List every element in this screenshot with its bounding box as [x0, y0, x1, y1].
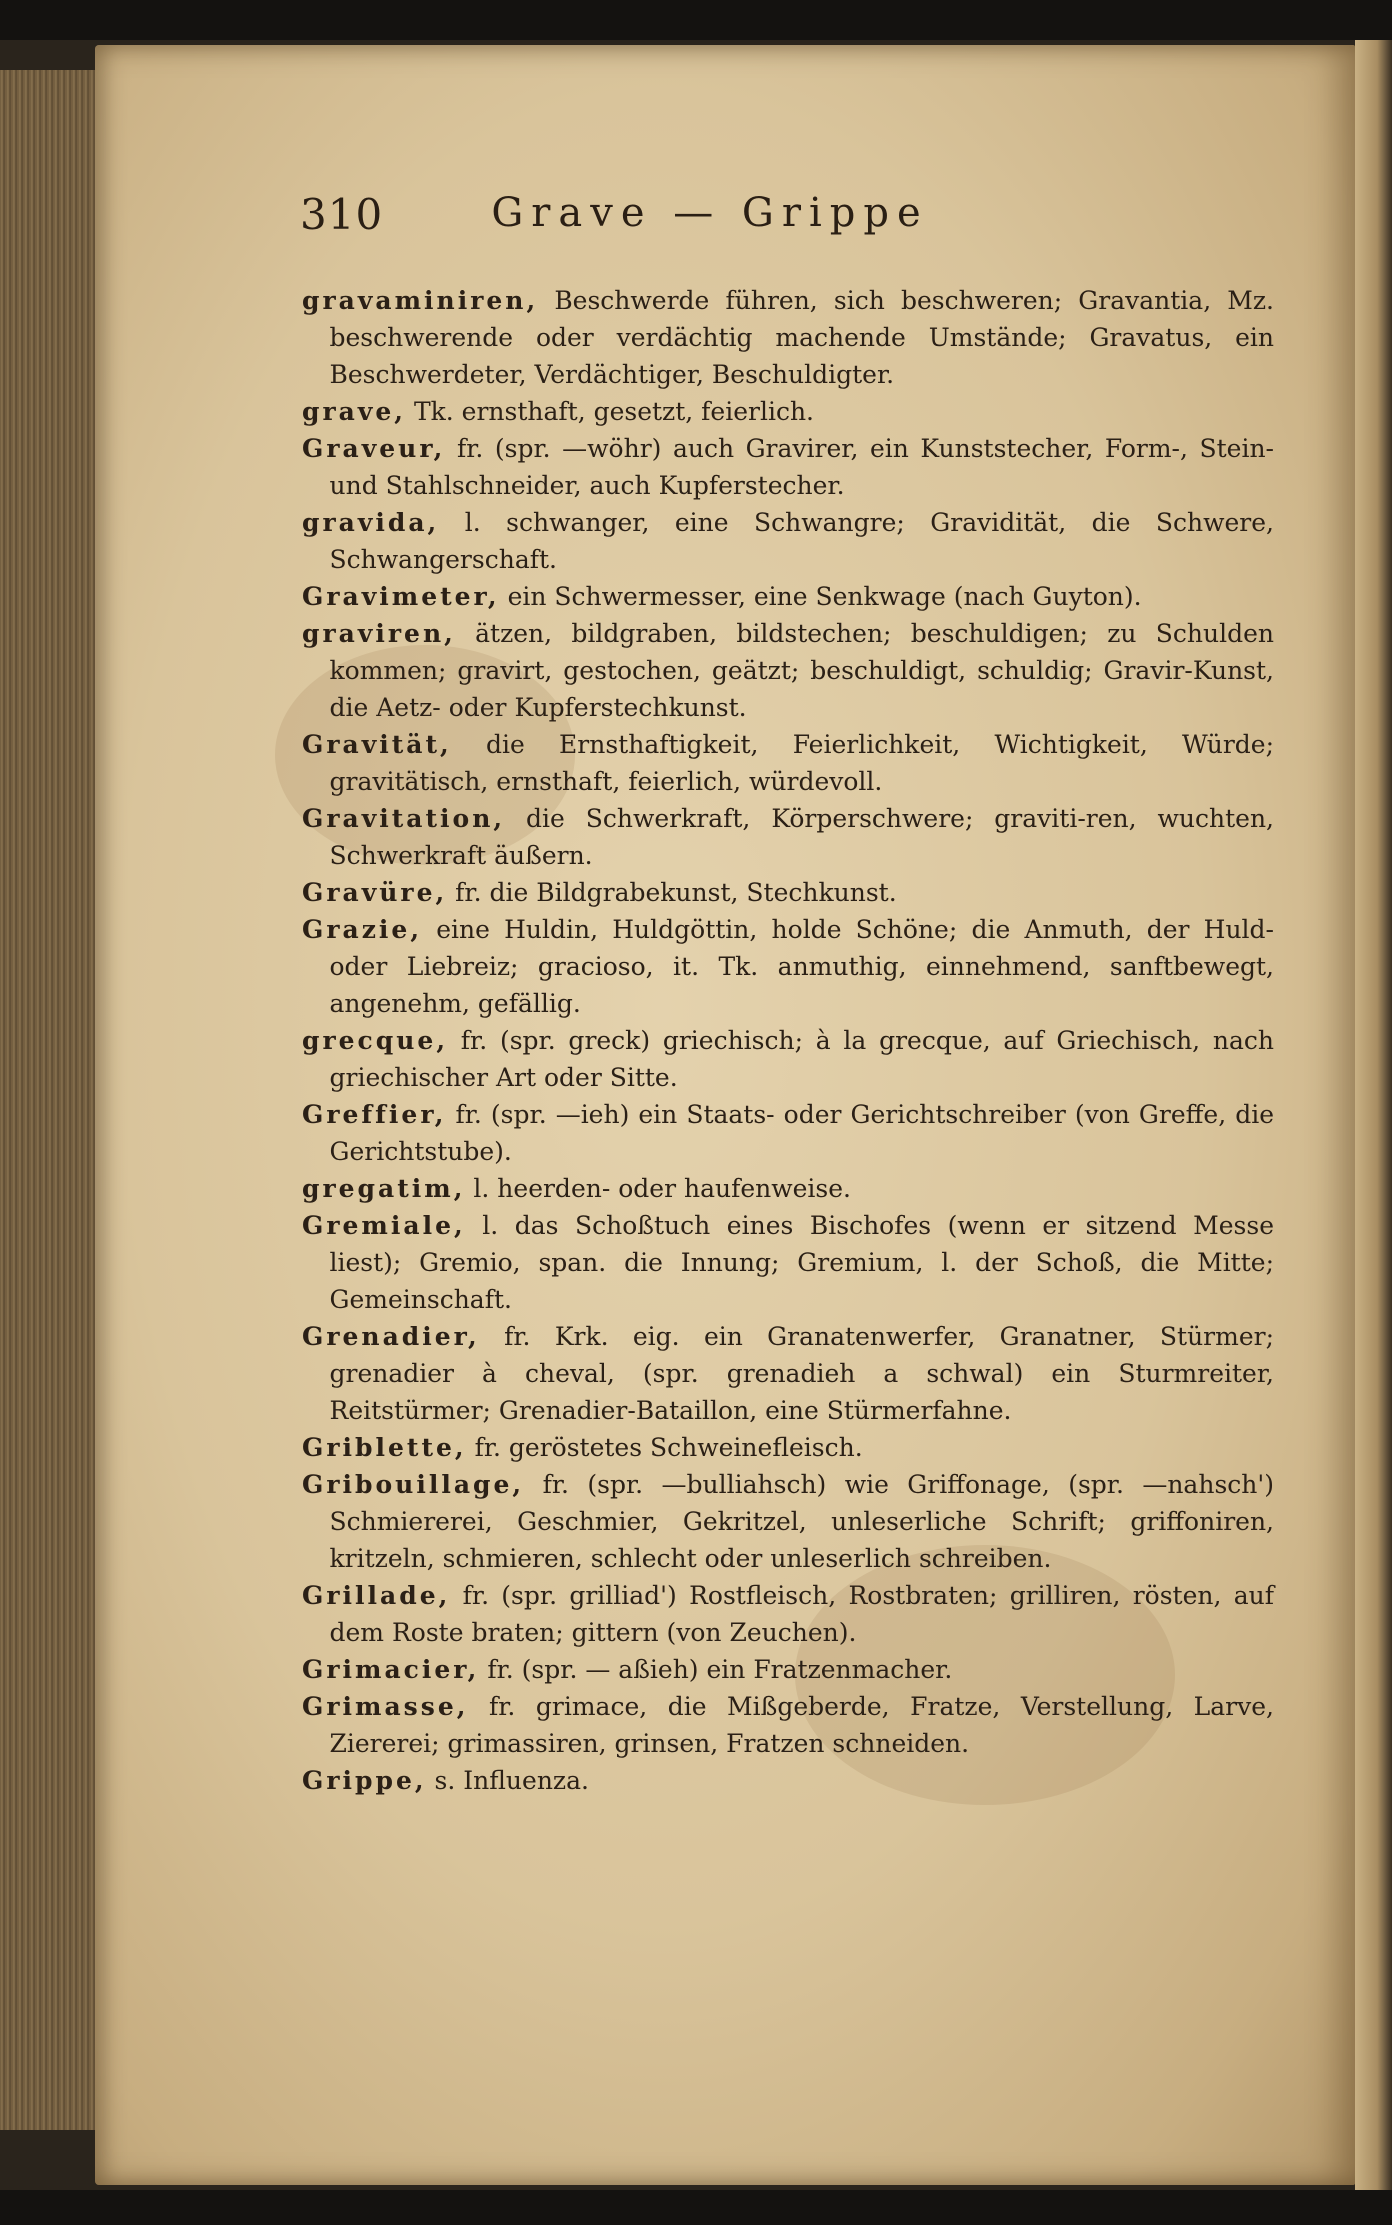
entry-definition: ein Schwermesser, eine Senkwage (nach Guyton). — [507, 582, 1142, 611]
dictionary-entry — [302, 874, 1274, 911]
entry-headword: Grillade, — [302, 1581, 451, 1610]
entry-headword: Gremiale, — [302, 1211, 466, 1240]
dictionary-entry — [302, 1022, 1274, 1096]
dictionary-entry — [302, 1577, 1274, 1651]
entry-definition: fr. (spr. greck) griechisch; à la grecque, auf Griechisch, nach griechischer Art oder Sitte. — [329, 1026, 1274, 1092]
dictionary-entry — [302, 1318, 1274, 1429]
entry-headword: Greffier, — [302, 1100, 447, 1129]
entry-headword: Grimasse, — [302, 1692, 469, 1721]
entry-definition: fr. (spr. —ieh) ein Staats- oder Gerichtschreiber (von Greffe, die Gerichtstube). — [329, 1100, 1274, 1166]
entry-definition: Beschwerde führen, sich beschweren; Gravantia, Mz. beschwerende oder verdächtig machende Umstände; Gravatus, ein Beschwerdeter, Verdächtiger, Beschuldigter. — [329, 286, 1274, 389]
entry-definition: fr. geröstetes Schweinefleisch. — [474, 1433, 863, 1462]
entry-headword: Gravitation, — [302, 804, 506, 833]
facing-page-edge — [1355, 40, 1392, 2190]
dictionary-entry — [302, 1096, 1274, 1170]
dictionary-entry — [302, 911, 1274, 1022]
entry-headword: Gravität, — [302, 730, 452, 759]
dictionary-entry — [302, 504, 1274, 578]
entry-definition: fr. (spr. —wöhr) auch Gravirer, ein Kunststecher, Form-, Stein- und Stahlschneider, auch Kupferstecher. — [329, 434, 1274, 500]
entry-definition: die Ernsthaftigkeit, Feierlichkeit, Wichtigkeit, Würde; gravitätisch, ernsthaft, feierlich, würdevoll. — [329, 730, 1274, 796]
page-number: 310 — [300, 190, 384, 239]
dictionary-entry — [302, 726, 1274, 800]
entry-definition: fr. (spr. — aßieh) ein Fratzenmacher. — [487, 1655, 953, 1684]
dictionary-entry — [302, 282, 1274, 393]
dictionary-entry — [302, 1651, 1274, 1688]
entry-definition: die Schwerkraft, Körperschwere; graviti-ren, wuchten, Schwerkraft äußern. — [329, 804, 1274, 870]
entry-definition: l. schwanger, eine Schwangre; Gravidität, die Schwere, Schwangerschaft. — [329, 508, 1275, 574]
entry-headword: Gravüre, — [302, 878, 448, 907]
entry-headword: grecque, — [302, 1026, 449, 1055]
running-head: Grave — Grippe — [491, 190, 929, 236]
dictionary-entry — [302, 615, 1274, 726]
entry-headword: Gravimeter, — [302, 582, 500, 611]
dictionary-entry — [302, 1429, 1274, 1466]
entry-headword: gravaminiren, — [302, 286, 539, 315]
dictionary-entry — [302, 1688, 1274, 1762]
page-header — [300, 190, 1060, 250]
entry-headword: Griblette, — [302, 1433, 467, 1462]
entry-headword: graviren, — [302, 619, 456, 648]
entry-definition: fr. (spr. —bulliahsch) wie Griffonage, (spr. —nahsch') Schmiererei, Geschmier, Gekritzel, unleserliche Schrift; griffoniren, kritzeln, schmieren, schlecht oder unleserlich schreiben. — [329, 1470, 1274, 1573]
dictionary-entry — [302, 1207, 1274, 1318]
dictionary-entry — [302, 1170, 1274, 1207]
entry-headword: Graveur, — [302, 434, 446, 463]
entry-definition: l. heerden- oder haufenweise. — [473, 1174, 851, 1203]
dictionary-entry — [302, 1466, 1274, 1577]
entry-definition: fr. (spr. grilliad') Rostfleisch, Rostbraten; grilliren, rösten, auf dem Roste braten; gittern (von Zeuchen). — [329, 1581, 1274, 1647]
entry-definition: ätzen, bildgraben, bildstechen; beschuldigen; zu Schulden kommen; gravirt, gestochen, geätzt; beschuldigt, schuldig; Gravir-Kunst, die Aetz- oder Kupferstechkunst. — [329, 619, 1274, 722]
dictionary-entries — [302, 282, 1274, 1799]
entry-headword: Grazie, — [302, 915, 423, 944]
entry-headword: gregatim, — [302, 1174, 466, 1203]
entry-definition: eine Huldin, Huldgöttin, holde Schöne; die Anmuth, der Huld- oder Liebreiz; gracioso, it. Tk. anmuthig, einnehmend, sanftbewegt, angenehm, gefällig. — [329, 915, 1274, 1018]
entry-definition: fr. Krk. eig. ein Granatenwerfer, Granatner, Stürmer; grenadier à cheval, (spr. grenadieh a schwal) ein Sturmreiter, Reitstürmer; Grenadier-Bataillon, eine Stürmerfahne. — [329, 1322, 1274, 1425]
entry-headword: gravida, — [302, 508, 440, 537]
entry-definition: l. das Schoßtuch eines Bischofes (wenn er sitzend Messe liest); Gremio, span. die Innung; Gremium, l. der Schoß, die Mitte; Gemeinschaft. — [329, 1211, 1274, 1314]
entry-definition: fr. die Bildgrabekunst, Stechkunst. — [455, 878, 897, 907]
dictionary-entry — [302, 800, 1274, 874]
entry-headword: grave, — [302, 397, 406, 426]
dictionary-entry — [302, 578, 1274, 615]
dictionary-entry — [302, 430, 1274, 504]
dictionary-entry — [302, 393, 1274, 430]
entry-definition: Tk. ernsthaft, gesetzt, feierlich. — [413, 397, 815, 426]
entry-headword: Grenadier, — [302, 1322, 480, 1351]
entry-definition: fr. grimace, die Mißgeberde, Fratze, Verstellung, Larve, Ziererei; grimassiren, grinsen, Fratzen schneiden. — [329, 1692, 1274, 1758]
entry-headword: Grippe, — [302, 1766, 427, 1795]
entry-definition: s. Influenza. — [434, 1766, 589, 1795]
entry-headword: Grimacier, — [302, 1655, 480, 1684]
dictionary-entry — [302, 1762, 1274, 1799]
entry-headword: Gribouillage, — [302, 1470, 525, 1499]
